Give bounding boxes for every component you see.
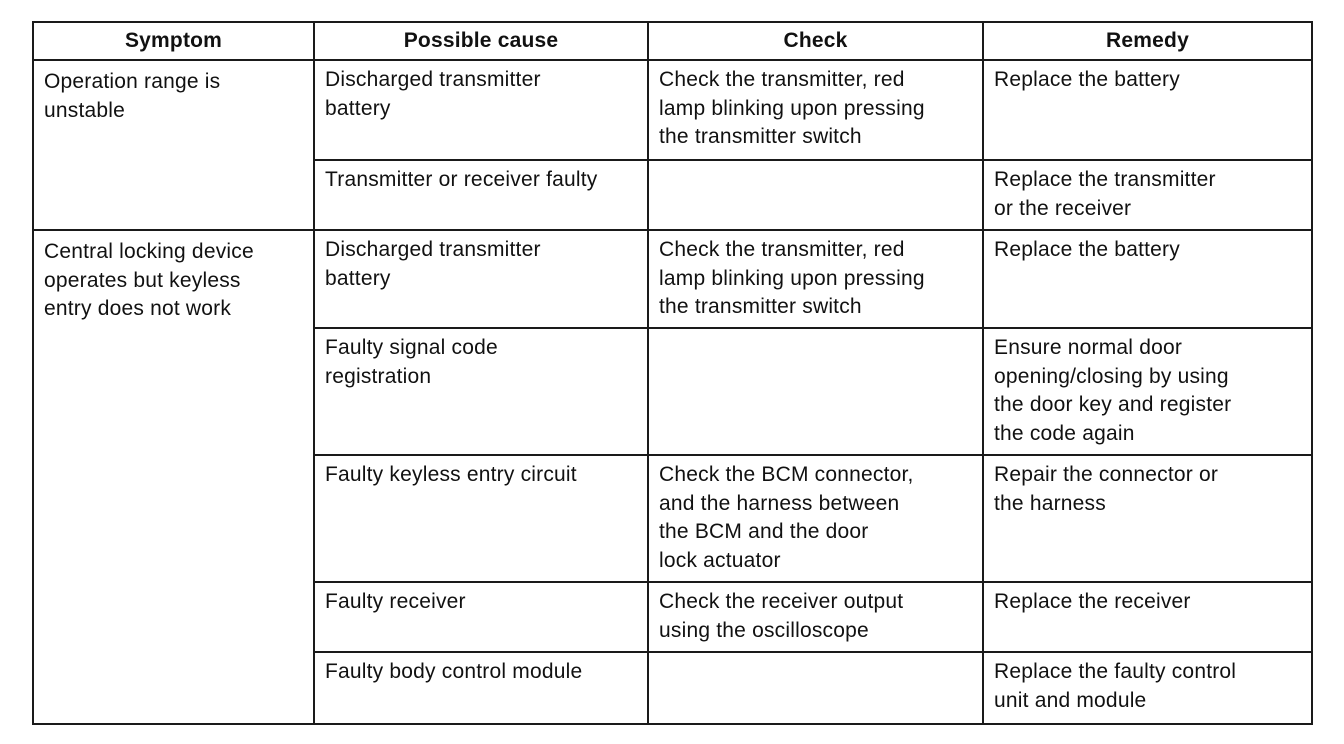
check-text [659, 653, 972, 658]
check-cell [648, 230, 983, 328]
cause-cell [314, 328, 648, 455]
remedy-cell [983, 230, 1312, 328]
remedy-text: Replace the faulty control unit and module [994, 660, 1237, 712]
check-text: Check the BCM connector, and the harness between the BCM and the door lock actuator [659, 463, 914, 572]
remedy-cell [983, 455, 1312, 582]
cause-cell [314, 652, 648, 724]
check-cell [648, 455, 983, 582]
cause-text: Faulty body control module [325, 660, 583, 683]
remedy-cell [983, 60, 1312, 160]
cause-text: Transmitter or receiver faulty [325, 168, 598, 191]
check-cell [648, 60, 983, 160]
check-cell [648, 582, 983, 652]
header-remedy: Remedy [983, 22, 1312, 60]
check-text: Check the transmitter, red lamp blinking upon pressing the transmitter switch [659, 68, 925, 148]
check-cell [648, 160, 983, 230]
troubleshooting-table-container [32, 21, 1313, 725]
remedy-text: Replace the battery [994, 238, 1180, 261]
cause-text: Faulty receiver [325, 590, 466, 613]
symptom-text: Operation range is unstable [44, 70, 221, 122]
cause-cell [314, 230, 648, 328]
cause-text: Discharged transmitter battery [325, 68, 541, 120]
remedy-text: Replace the battery [994, 68, 1180, 91]
cause-cell [314, 455, 648, 582]
remedy-text: Ensure normal door opening/closing by using the door key and register the code again [994, 336, 1232, 445]
check-cell [648, 328, 983, 455]
header-symptom: Symptom [33, 22, 314, 60]
remedy-text: Replace the receiver [994, 590, 1191, 613]
check-cell [648, 652, 983, 724]
cause-cell [314, 60, 648, 160]
remedy-cell [983, 160, 1312, 230]
header-possible-cause: Possible cause [314, 22, 648, 60]
remedy-cell [983, 328, 1312, 455]
remedy-cell [983, 652, 1312, 724]
header-check: Check [648, 22, 983, 60]
symptom-text: Central locking device operates but keyless entry does not work [44, 240, 254, 320]
cause-cell [314, 160, 648, 230]
check-text [659, 161, 972, 166]
table-row [33, 230, 1312, 328]
cause-text: Faulty keyless entry circuit [325, 463, 577, 486]
cause-text: Discharged transmitter battery [325, 238, 541, 290]
table-row [33, 60, 1312, 160]
symptom-cell [33, 230, 314, 724]
check-text [659, 329, 972, 334]
header-row [33, 22, 1312, 60]
cause-text: Faulty signal code registration [325, 336, 498, 388]
remedy-text: Repair the connector or the harness [994, 463, 1219, 515]
symptom-cell [33, 60, 314, 230]
remedy-cell [983, 582, 1312, 652]
check-text: Check the receiver output using the oscilloscope [659, 590, 904, 642]
troubleshooting-table [32, 21, 1313, 725]
remedy-text: Replace the transmitter or the receiver [994, 168, 1216, 220]
cause-cell [314, 582, 648, 652]
check-text: Check the transmitter, red lamp blinking upon pressing the transmitter switch [659, 238, 925, 318]
